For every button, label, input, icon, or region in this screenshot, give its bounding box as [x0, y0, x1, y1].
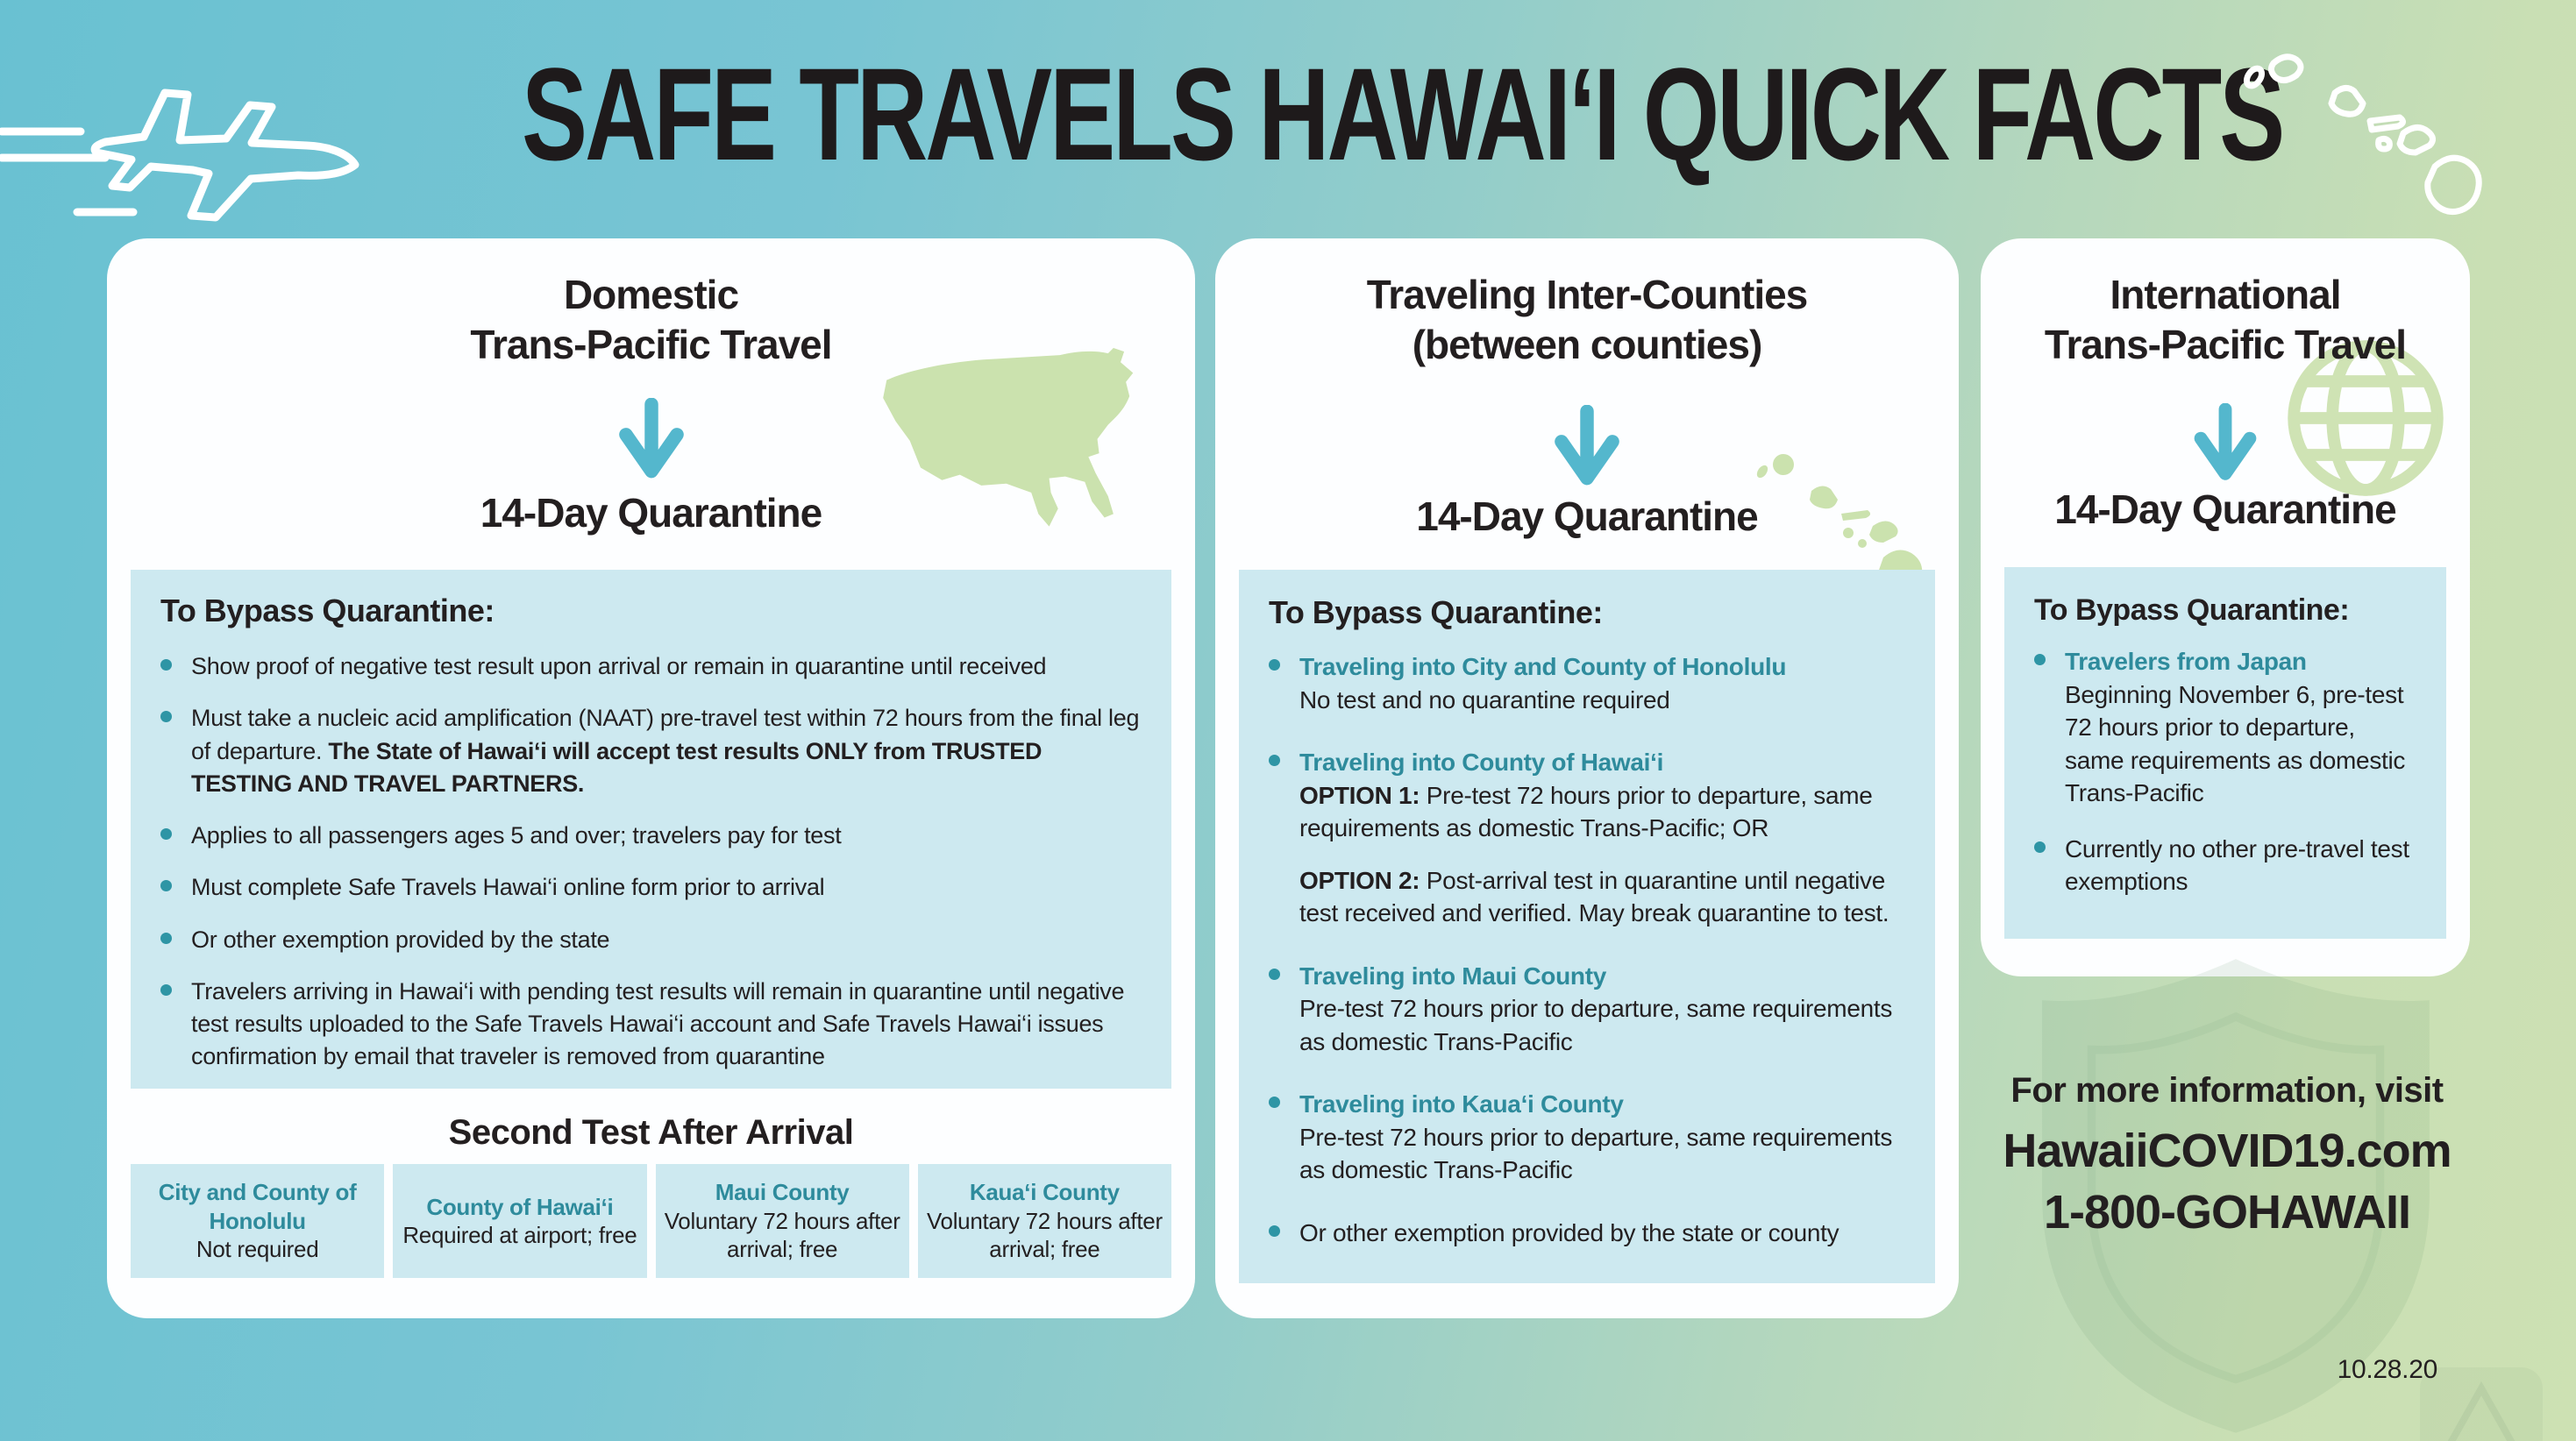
international-quarantine-label: 14-Day Quarantine: [2054, 486, 2396, 532]
footer-phone: 1-800-GOHAWAII: [2043, 1186, 2411, 1239]
bullet-lead: Traveling into County of Hawai‘i: [1299, 749, 1664, 777]
international-bypass-box: [2004, 567, 2446, 939]
domestic-card-heading: [107, 270, 1195, 370]
international-heading-line1: International: [2110, 272, 2341, 317]
bullet-body: Pre-test 72 hours prior to departure, same requirements as domestic Trans-Pacific: [1299, 995, 1893, 1055]
footer-website: HawaiiCOVID19.com: [2003, 1125, 2451, 1177]
list-item: [160, 650, 1142, 683]
list-item: [2034, 645, 2416, 810]
bullet-text: [1299, 746, 1905, 930]
second-test-table: [131, 1164, 1171, 1278]
county-name: Kaua‘i County: [969, 1179, 1120, 1206]
option-label: OPTION 2:: [1299, 866, 1420, 894]
bullet-lead: Traveling into Maui County: [1299, 962, 1606, 990]
intercounty-bypass-title: To Bypass Quarantine:: [1269, 594, 1603, 630]
option-text: Pre-test 72 hours prior to departure, same requirements as domestic Trans-Pacific; OR: [1299, 781, 1873, 842]
list-item: [160, 871, 1142, 904]
table-cell: [393, 1164, 646, 1278]
intercounty-quarantine-label: 14-Day Quarantine: [1416, 493, 1758, 539]
intercounty-bypass-box: [1239, 570, 1935, 1283]
bullet-dot: [1269, 969, 1280, 980]
list-item: [1269, 1088, 1905, 1187]
list-item: [1269, 960, 1905, 1059]
international-card: [1981, 238, 2470, 976]
bullet-text-bold: The State of Hawai‘i will accept test results ONLY from TRUSTED TESTING AND TRAVEL PARTNERS.: [191, 737, 1042, 797]
domestic-bypass-title: To Bypass Quarantine:: [160, 593, 495, 628]
bullet-body: Pre-test 72 hours prior to departure, same requirements as domestic Trans-Pacific: [1299, 1123, 1893, 1184]
bullet-dot: [1269, 1225, 1280, 1237]
bullet-lead: Traveling into City and County of Honolulu: [1299, 653, 1787, 680]
hawaii-islands-outline-icon: [2231, 35, 2565, 272]
bullet-dot: [160, 880, 172, 891]
bullet-text: Currently no other pre-travel test exemptions: [2065, 834, 2409, 896]
down-arrow-icon: [608, 398, 695, 486]
bullet-text: [191, 702, 1142, 800]
bullet-text-normal: Must take a nucleic acid amplification (NAAT) pre-travel test within 72 hours from the final leg of departure.: [191, 705, 1140, 764]
table-cell: [918, 1164, 1171, 1278]
bullet-dot: [160, 828, 172, 840]
bullet-dot: [1269, 755, 1280, 766]
bullet-text: [2065, 645, 2416, 810]
bullet-dot: [1269, 1097, 1280, 1108]
bullet-dot: [1269, 659, 1280, 671]
bullet-text: Travelers arriving in Hawai‘i with pending test results will remain in quarantine until negative test results uploaded to the Safe Travels Hawai‘i account and Safe Travels Hawai‘i issues confirmation by email that traveler is removed from quarantine: [191, 977, 1125, 1070]
domestic-bypass-box: [131, 570, 1171, 1089]
table-cell: [131, 1164, 384, 1278]
list-item: [1269, 1217, 1905, 1250]
bullet-dot: [160, 933, 172, 944]
list-item: [160, 820, 1142, 852]
bullet-text: Applies to all passengers ages 5 and over; travelers pay for test: [191, 822, 842, 848]
option-text: Post-arrival test in quarantine until negative test received and verified. May break quarantine to test.: [1299, 866, 1889, 927]
domestic-card: [107, 238, 1195, 1318]
intercounty-heading-line1: Traveling Inter-Counties: [1366, 272, 1808, 317]
list-item: [160, 702, 1142, 800]
intercounty-card: [1215, 238, 1959, 1318]
county-name: County of Hawai‘i: [426, 1193, 614, 1220]
county-name: Maui County: [715, 1179, 850, 1206]
bullet-dot: [160, 659, 172, 671]
bullet-text: Show proof of negative test result upon arrival or remain in quarantine until received: [191, 653, 1047, 679]
bullet-text: [1299, 1088, 1905, 1187]
spacer: [1299, 845, 1905, 864]
county-detail: Voluntary 72 hours after arrival; free: [926, 1207, 1163, 1263]
page-title: SAFE TRAVELS HAWAI‘I QUICK FACTS: [522, 40, 2283, 188]
option-2: [1299, 864, 1905, 930]
corner-logo-icon: [2416, 1364, 2557, 1441]
international-heading-line2: Trans-Pacific Travel: [2044, 322, 2407, 368]
international-bypass-title: To Bypass Quarantine:: [2034, 593, 2350, 627]
domestic-quarantine-label: 14-Day Quarantine: [480, 490, 822, 536]
down-arrow-icon: [1543, 405, 1631, 493]
domestic-heading-line1: Domestic: [563, 272, 739, 317]
option-1: [1299, 779, 1905, 845]
bullet-text: [1299, 960, 1905, 1059]
list-item: [160, 924, 1142, 956]
second-test-title: Second Test After Arrival: [448, 1113, 854, 1152]
domestic-heading-line2: Trans-Pacific Travel: [470, 322, 832, 368]
footer-date: 10.28.20: [2337, 1355, 2437, 1384]
list-item: [1269, 746, 1905, 930]
bullet-dot: [160, 711, 172, 722]
county-name: City and County of Honolulu: [158, 1179, 357, 1234]
bullet-text: [1299, 650, 1786, 716]
list-item: [160, 976, 1142, 1074]
bullet-dot: [2034, 841, 2046, 853]
down-arrow-icon: [2183, 403, 2267, 487]
bullet-lead: Travelers from Japan: [2065, 648, 2307, 675]
footer-info-line: For more information, visit: [2010, 1071, 2444, 1110]
bullet-lead: Traveling into Kaua‘i County: [1299, 1090, 1624, 1118]
list-item: [1269, 650, 1905, 716]
bullet-text: Must complete Safe Travels Hawai‘i online form prior to arrival: [191, 874, 825, 901]
bullet-text: Or other exemption provided by the state or county: [1299, 1218, 1839, 1246]
list-item: [2034, 833, 2416, 898]
bullet-dot: [160, 984, 172, 996]
intercounty-card-heading: [1215, 270, 1959, 370]
county-detail: Not required: [196, 1236, 319, 1263]
option-label: OPTION 1:: [1299, 781, 1420, 809]
international-card-heading: [1981, 270, 2470, 370]
table-cell: [656, 1164, 909, 1278]
bullet-body: Beginning November 6, pre-test 72 hours prior to departure, same requirements as domestic Trans-Pacific: [2065, 680, 2406, 807]
bullet-dot: [2034, 654, 2046, 665]
county-detail: Voluntary 72 hours after arrival; free: [664, 1207, 900, 1263]
bullet-body: No test and no quarantine required: [1299, 685, 1670, 713]
intercounty-heading-line2: (between counties): [1412, 322, 1762, 368]
bullet-text: Or other exemption provided by the state: [191, 926, 610, 953]
county-detail: Required at airport; free: [402, 1222, 637, 1248]
